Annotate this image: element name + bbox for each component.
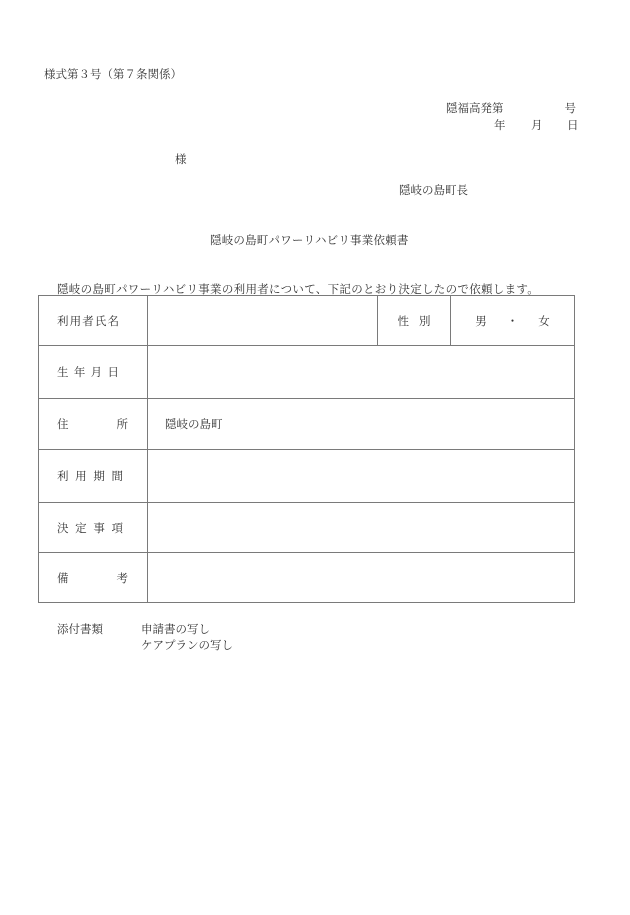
user-name-label: 利 用 者 氏 名 — [39, 296, 148, 346]
table-row-usage-period — [39, 450, 575, 503]
table-row-remarks — [39, 553, 575, 603]
birthdate-field[interactable] — [148, 346, 575, 399]
address-field[interactable]: 隠岐の島町 — [148, 399, 575, 450]
date-month-label: 月 — [531, 118, 543, 132]
remarks-label: 備 考 — [39, 553, 148, 603]
gender-option-female[interactable]: 女 — [538, 313, 550, 328]
table-row-address — [39, 399, 575, 450]
table-row-decision — [39, 503, 575, 553]
intro-text: 隠岐の島町パワーリハビリ事業の利用者について、下記のとおり決定したので依頼します。 — [57, 282, 540, 296]
document-number-prefix: 隠福高発第 — [446, 101, 504, 115]
birthdate-label: 生 年 月 日 — [39, 346, 148, 399]
table-row-user-name — [39, 296, 575, 346]
attachments-label: 添付書類 — [57, 622, 103, 636]
attachment-item: ケアプランの写し — [141, 638, 233, 652]
gender-options — [451, 296, 575, 346]
gender-option-male[interactable]: 男 — [475, 313, 487, 328]
decision-label: 決 定 事 項 — [39, 503, 148, 553]
date-year-label: 年 — [494, 118, 506, 132]
date-day-label: 日 — [567, 118, 579, 132]
sender: 隠岐の島町長 — [399, 183, 468, 197]
decision-field[interactable] — [148, 503, 575, 553]
table-row-birthdate — [39, 346, 575, 399]
document-title: 隠岐の島町パワーリハビリ事業依頼書 — [210, 233, 409, 247]
form-number: 様式第３号（第７条関係） — [44, 67, 182, 81]
gender-label: 性 別 — [378, 296, 451, 346]
user-name-field[interactable] — [148, 296, 378, 346]
remarks-field[interactable] — [148, 553, 575, 603]
attachment-item: 申請書の写し — [141, 622, 210, 636]
gender-separator: ・ — [506, 313, 519, 328]
request-form-table — [38, 295, 575, 603]
addressee: 様 — [175, 152, 187, 166]
document-number-suffix: 号 — [564, 101, 576, 115]
usage-period-label: 利 用 期 間 — [39, 450, 148, 503]
usage-period-field[interactable] — [148, 450, 575, 503]
address-label: 住 所 — [39, 399, 148, 450]
